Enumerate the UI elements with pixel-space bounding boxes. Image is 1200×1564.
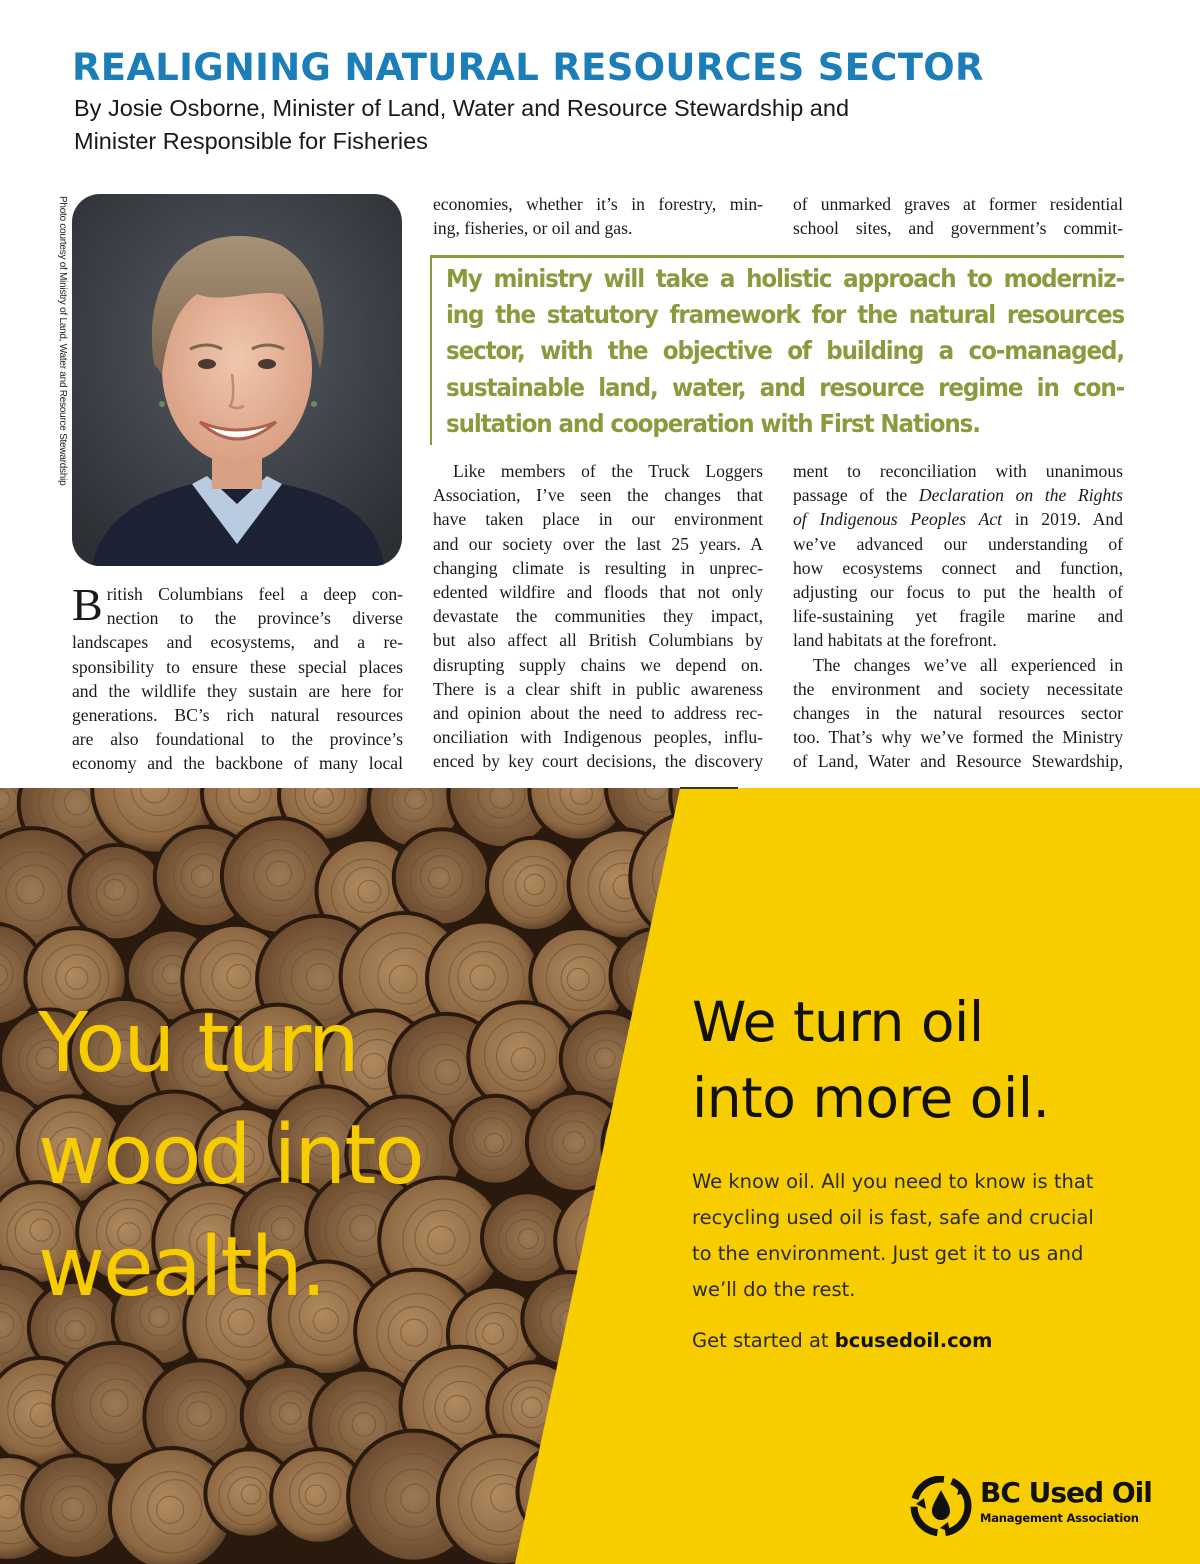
text-run: in 2019. And xyxy=(1002,509,1123,530)
text-line: Association, I’ve seen the changes that xyxy=(433,485,763,506)
drop-cap: B xyxy=(72,579,103,630)
body-line: We know oil. All you need to know is that xyxy=(692,1170,1094,1193)
text-line: nection to the province’s diverse xyxy=(106,608,403,629)
text-line: economy and the backbone of many local xyxy=(72,753,403,774)
pullquote-text xyxy=(446,261,1124,442)
act-title-italic: Declaration on the Rights xyxy=(918,485,1123,506)
headline-line: into more oil. xyxy=(692,1066,1050,1130)
body-line: we’ll do the rest. xyxy=(692,1278,856,1301)
text-line: and our society over the last 25 years. A xyxy=(433,533,763,554)
text-line xyxy=(793,483,1123,507)
text-line: Like members of the Truck Loggers xyxy=(453,461,763,481)
column-3-top xyxy=(793,192,1123,240)
pullquote-line: sustainable land, water, and resource regime in con- xyxy=(446,372,1125,402)
text-line: changes in the natural resources sector xyxy=(793,703,1123,724)
text-line: have taken place in our environment xyxy=(433,509,763,530)
text-line: The changes we’ve all experienced in xyxy=(813,654,1123,675)
headline-line: wealth. xyxy=(38,1220,325,1315)
act-title-italic: of Indigenous Peoples Act xyxy=(793,509,1003,530)
text-line: and the wildlife they sustain are here for xyxy=(72,680,403,701)
byline xyxy=(74,92,849,158)
text-line xyxy=(793,507,1123,531)
text-line: landscapes and ecosystems, and a re- xyxy=(72,632,403,653)
text-line: of Land, Water and Resource Stewardship, xyxy=(793,751,1123,772)
ad-body-text xyxy=(692,1164,1094,1308)
column-2-bottom xyxy=(433,459,763,774)
byline-line: Minister Responsible for Fisheries xyxy=(74,128,428,154)
ad-right-headline xyxy=(692,984,1049,1136)
text-line: land habitats at the forefront. xyxy=(793,630,997,651)
text-line: edented wildfire and floods that not only xyxy=(433,582,763,603)
logo-name: BC Used Oil xyxy=(980,1476,1152,1509)
text-line: economies, whether it’s in forestry, min- xyxy=(433,194,763,214)
ad-divider xyxy=(680,787,738,789)
text-line: but also affect all British Columbians by xyxy=(433,630,763,651)
text-line: we’ve advanced our understanding of xyxy=(793,533,1123,554)
ad-left-headline xyxy=(38,988,423,1324)
pullquote-line: sultation and cooperation with First Nations. xyxy=(446,408,980,438)
text-line: and opinion about the need to address rec- xyxy=(433,703,763,724)
text-line: enced by key court decisions, the discovery xyxy=(433,751,763,772)
column-3-bottom xyxy=(793,459,1123,774)
column-1 xyxy=(72,579,403,776)
recycle-drop-icon xyxy=(910,1476,972,1536)
text-line: generations. BC’s rich natural resources xyxy=(72,705,403,726)
text-line: onciliation with Indigenous peoples, influ- xyxy=(433,727,763,748)
article-title: REALIGNING NATURAL RESOURCES SECTOR xyxy=(72,46,984,89)
log-end xyxy=(487,838,580,931)
body-line: to the environment. Just get it to us and xyxy=(692,1242,1084,1265)
text-line: of unmarked graves at former residential xyxy=(793,194,1123,214)
text-line: school sites, and government’s commit- xyxy=(793,218,1123,239)
text-line: ing, fisheries, or oil and gas. xyxy=(433,218,633,239)
pullquote-line: ing the statutory framework for the natural resources xyxy=(446,300,1125,330)
text-line: the environment and society necessitate xyxy=(793,678,1123,699)
text-line: devastate the communities they impact, xyxy=(433,606,763,627)
body-line: recycling used oil is fast, safe and crucial xyxy=(692,1206,1094,1229)
portrait-image xyxy=(72,194,402,566)
bc-used-oil-logo xyxy=(910,1476,1170,1536)
text-line: disrupting supply chains we depend on. xyxy=(433,654,763,675)
author-portrait xyxy=(72,194,402,566)
logo-subtitle: Management Association xyxy=(980,1511,1139,1525)
pullquote-line: sector, with the objective of building a co-managed, xyxy=(446,336,1125,366)
headline-line: We turn oil xyxy=(692,990,984,1054)
text-line: sponsibility to ensure these special places xyxy=(72,656,403,677)
pullquote xyxy=(430,257,1132,445)
photo-credit: Photo courtesy of Ministry of Land, Water and Resource Stewardship xyxy=(57,196,68,486)
text-line: There is a clear shift in public awareness xyxy=(433,678,763,699)
text-line: too. That’s why we’ve formed the Ministry xyxy=(793,727,1123,748)
column-2-top xyxy=(433,192,763,240)
text-line: ritish Columbians feel a deep con- xyxy=(106,584,403,604)
headline-line: wood into xyxy=(38,1108,423,1203)
ad-cta xyxy=(692,1323,992,1359)
text-line: are also foundational to the province’s xyxy=(72,729,403,750)
text-run: passage of the xyxy=(793,485,919,506)
text-line: changing climate is resulting in unprec- xyxy=(433,557,763,578)
pullquote-line: My ministry will take a holistic approach to moderniz- xyxy=(446,264,1125,293)
website-link[interactable]: bcusedoil.com xyxy=(834,1329,993,1352)
text-line: adjusting our focus to put the health of xyxy=(793,582,1123,603)
text-line: how ecosystems connect and function, xyxy=(793,557,1123,578)
text-line: ment to reconciliation with unanimous xyxy=(793,461,1123,481)
headline-line: You turn xyxy=(38,996,358,1091)
cta-prefix: Get started at xyxy=(692,1329,835,1352)
byline-line: By Josie Osborne, Minister of Land, Water and Resource Stewardship and xyxy=(74,95,850,121)
text-line: life-sustaining yet fragile marine and xyxy=(793,606,1123,627)
